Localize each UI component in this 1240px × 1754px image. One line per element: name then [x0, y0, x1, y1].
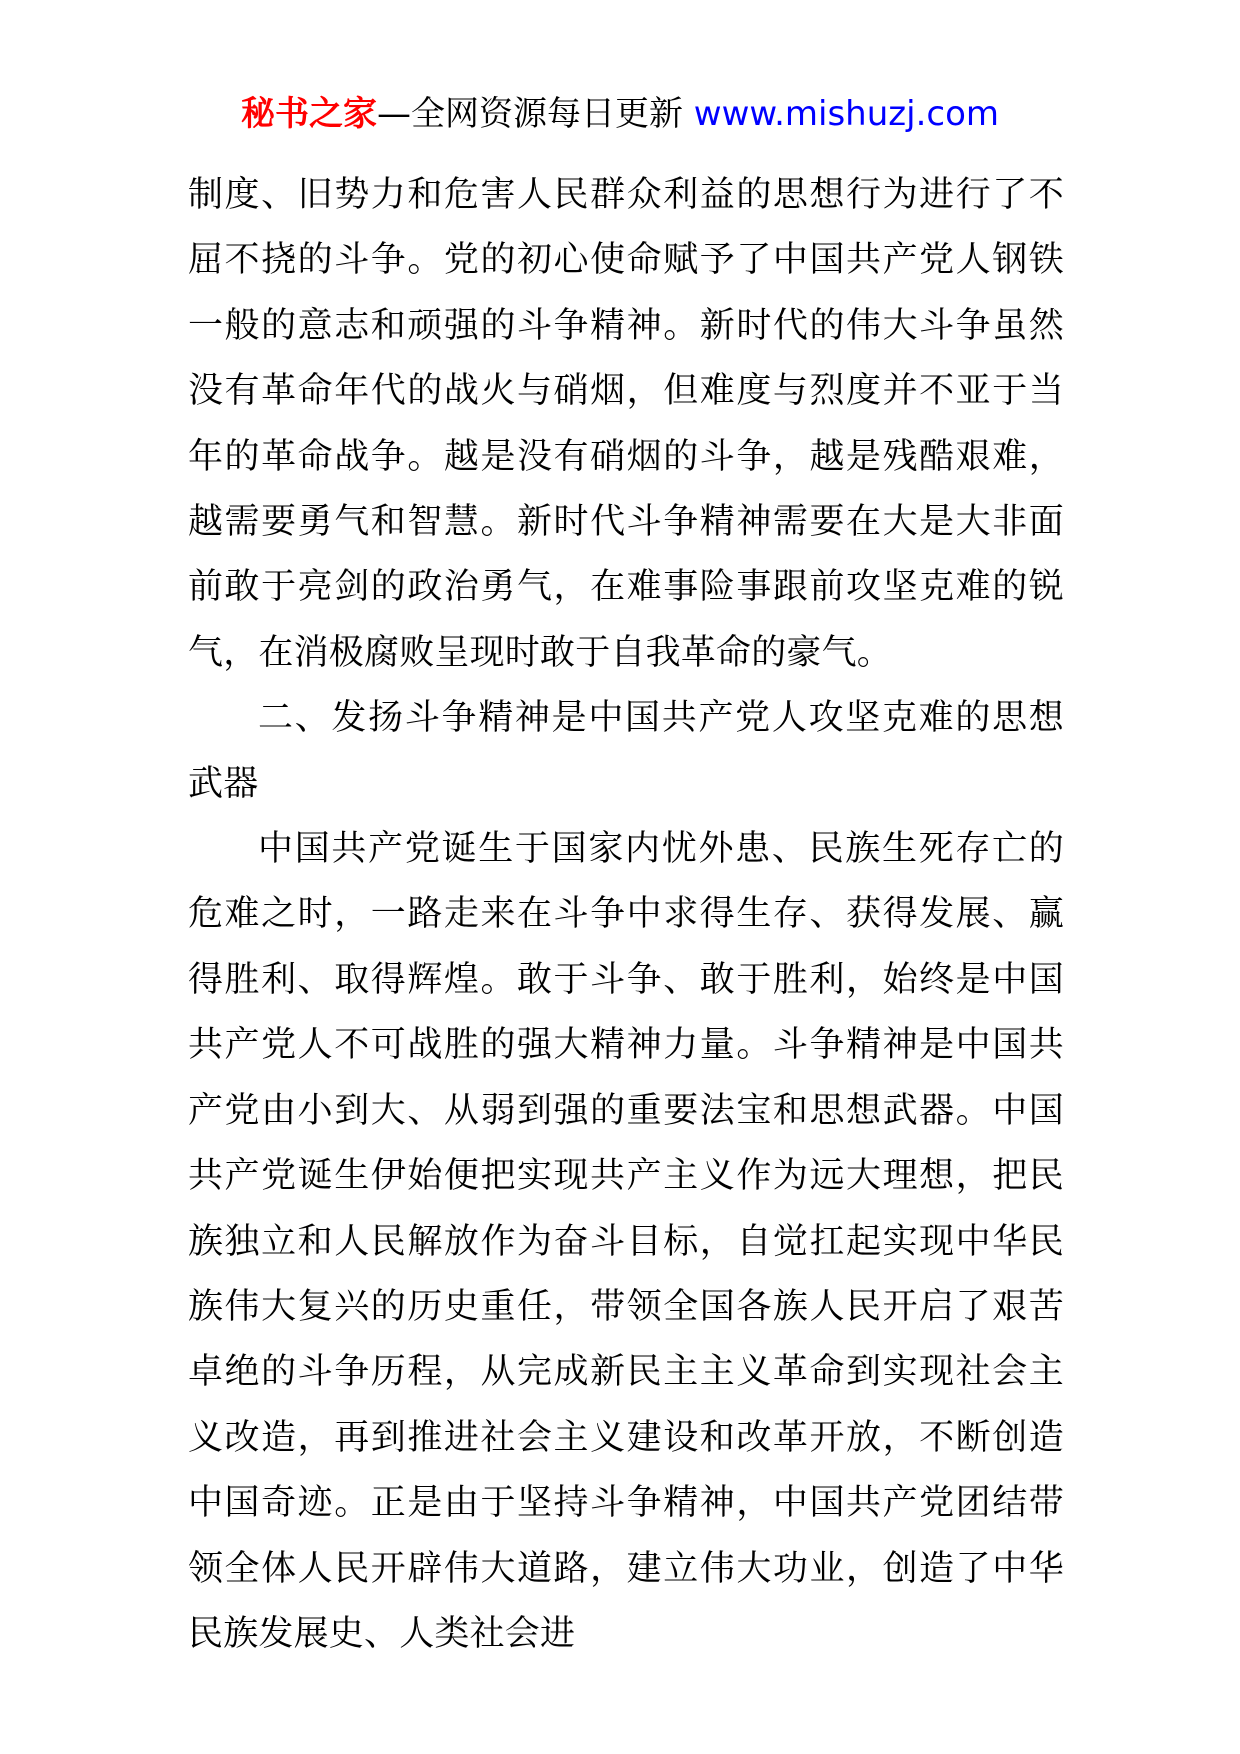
header-tagline: —全网资源每日更新: [376, 94, 694, 134]
header-url-link[interactable]: www.mishuzj.com: [693, 94, 999, 134]
header-brand: 秘书之家: [240, 94, 377, 134]
document-body: [188, 163, 1064, 1667]
page-header: [0, 92, 1240, 136]
section-heading: 二、发扬斗争精神是中国共产党人攻坚克难的思想武器: [188, 698, 1064, 804]
paragraph-continuation: 制度、旧势力和危害人民群众利益的思想行为进行了不屈不挠的斗争。党的初心使命赋予了中国共产党人钢铁一般的意志和顽强的斗争精神。新时代的伟大斗争虽然没有革命年代的战火与硝烟，但难度与烈度并不亚于当年的革命战争。越是没有硝烟的斗争，越是残酷艰难，越需要勇气和智慧。新时代斗争精神需要在大是大非面前敢于亮剑的政治勇气，在难事险事跟前攻坚克难的锐气，在消极腐败呈现时敢于自我革命的豪气。: [188, 175, 1064, 673]
paragraph: 中国共产党诞生于国家内忧外患、民族生死存亡的危难之时，一路走来在斗争中求得生存、获得发展、赢得胜利、取得辉煌。敢于斗争、敢于胜利，始终是中国共产党人不可战胜的强大精神力量。斗争精神是中国共产党由小到大、从弱到强的重要法宝和思想武器。中国共产党诞生伊始便把实现共产主义作为远大理想，把民族独立和人民解放作为奋斗目标，自觉扛起实现中华民族伟大复兴的历史重任，带领全国各族人民开启了艰苦卓绝的斗争历程，从完成新民主主义革命到实现社会主义改造，再到推进社会主义建设和改革开放，不断创造中国奇迹。正是由于坚持斗争精神，中国共产党团结带领全体人民开辟伟大道路，建立伟大功业，创造了中华民族发展史、人类社会进: [188, 829, 1064, 1654]
